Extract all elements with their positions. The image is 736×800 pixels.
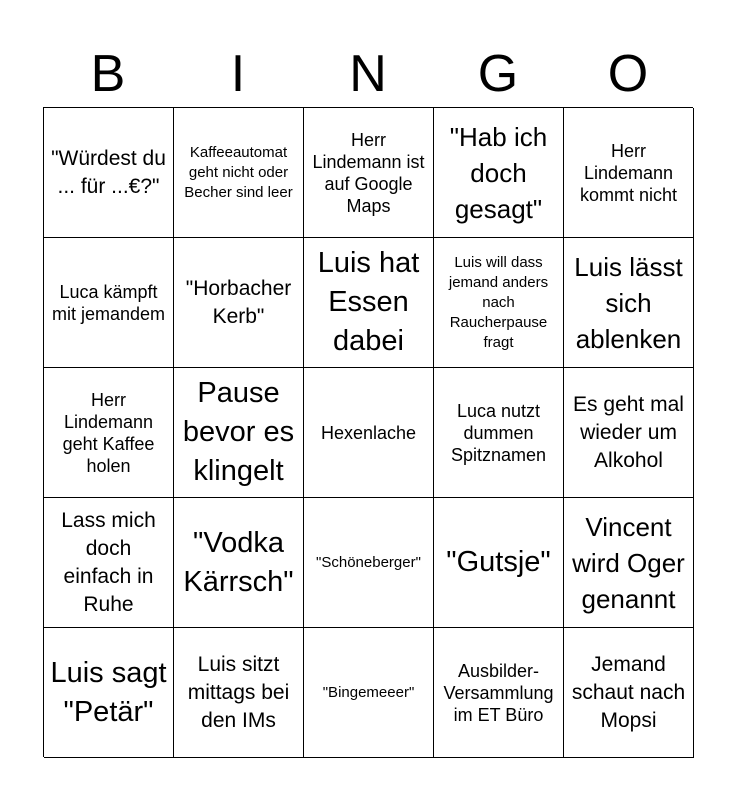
bingo-cell[interactable]: Luis hat Essen dabei (304, 238, 434, 368)
header-letter-n: N (349, 45, 387, 103)
bingo-cell[interactable]: Ausbilder-Versammlung im ET Büro (434, 628, 564, 758)
bingo-cell[interactable]: Hexenlache (304, 368, 434, 498)
bingo-cell[interactable]: Pause bevor es klingelt (174, 368, 304, 498)
bingo-header (43, 40, 693, 108)
bingo-cell[interactable]: Herr Lindemann geht Kaffee holen (44, 368, 174, 498)
header-letter-g: G (477, 45, 519, 103)
bingo-cell[interactable]: Luis sagt "Petär" (44, 628, 174, 758)
bingo-cell[interactable]: Luis will dass jemand anders nach Raucherpause fragt (434, 238, 564, 368)
bingo-cell[interactable]: Jemand schaut nach Mopsi (564, 628, 694, 758)
bingo-cell[interactable]: Luca kämpft mit jemandem (44, 238, 174, 368)
header-letter-b: B (90, 45, 126, 103)
bingo-cell[interactable]: Luis lässt sich ablenken (564, 238, 694, 368)
bingo-cell[interactable]: "Vodka Kärrsch" (174, 498, 304, 628)
bingo-cell[interactable]: Luca nutzt dummen Spitznamen (434, 368, 564, 498)
bingo-cell[interactable]: "Horbacher Kerb" (174, 238, 304, 368)
bingo-cell[interactable]: Herr Lindemann ist auf Google Maps (304, 108, 434, 238)
bingo-cell[interactable]: "Würdest du ... für ...€?" (44, 108, 174, 238)
bingo-cell[interactable]: "Schöneberger" (304, 498, 434, 628)
bingo-cell[interactable]: Kaffeeautomat geht nicht oder Becher sind leer (174, 108, 304, 238)
bingo-cell[interactable]: Lass mich doch einfach in Ruhe (44, 498, 174, 628)
bingo-cell[interactable]: Es geht mal wieder um Alkohol (564, 368, 694, 498)
bingo-cell[interactable]: Luis sitzt mittags bei den IMs (174, 628, 304, 758)
bingo-cell[interactable]: "Hab ich doch gesagt" (434, 108, 564, 238)
bingo-cell[interactable]: Vincent wird Oger genannt (564, 498, 694, 628)
bingo-cell[interactable]: Herr Lindemann kommt nicht (564, 108, 694, 238)
header-letter-i: I (230, 45, 246, 103)
bingo-cell[interactable]: "Bingemeeer" (304, 628, 434, 758)
bingo-grid (43, 107, 693, 757)
bingo-cell[interactable]: "Gutsje" (434, 498, 564, 628)
header-letter-o: O (607, 45, 649, 103)
